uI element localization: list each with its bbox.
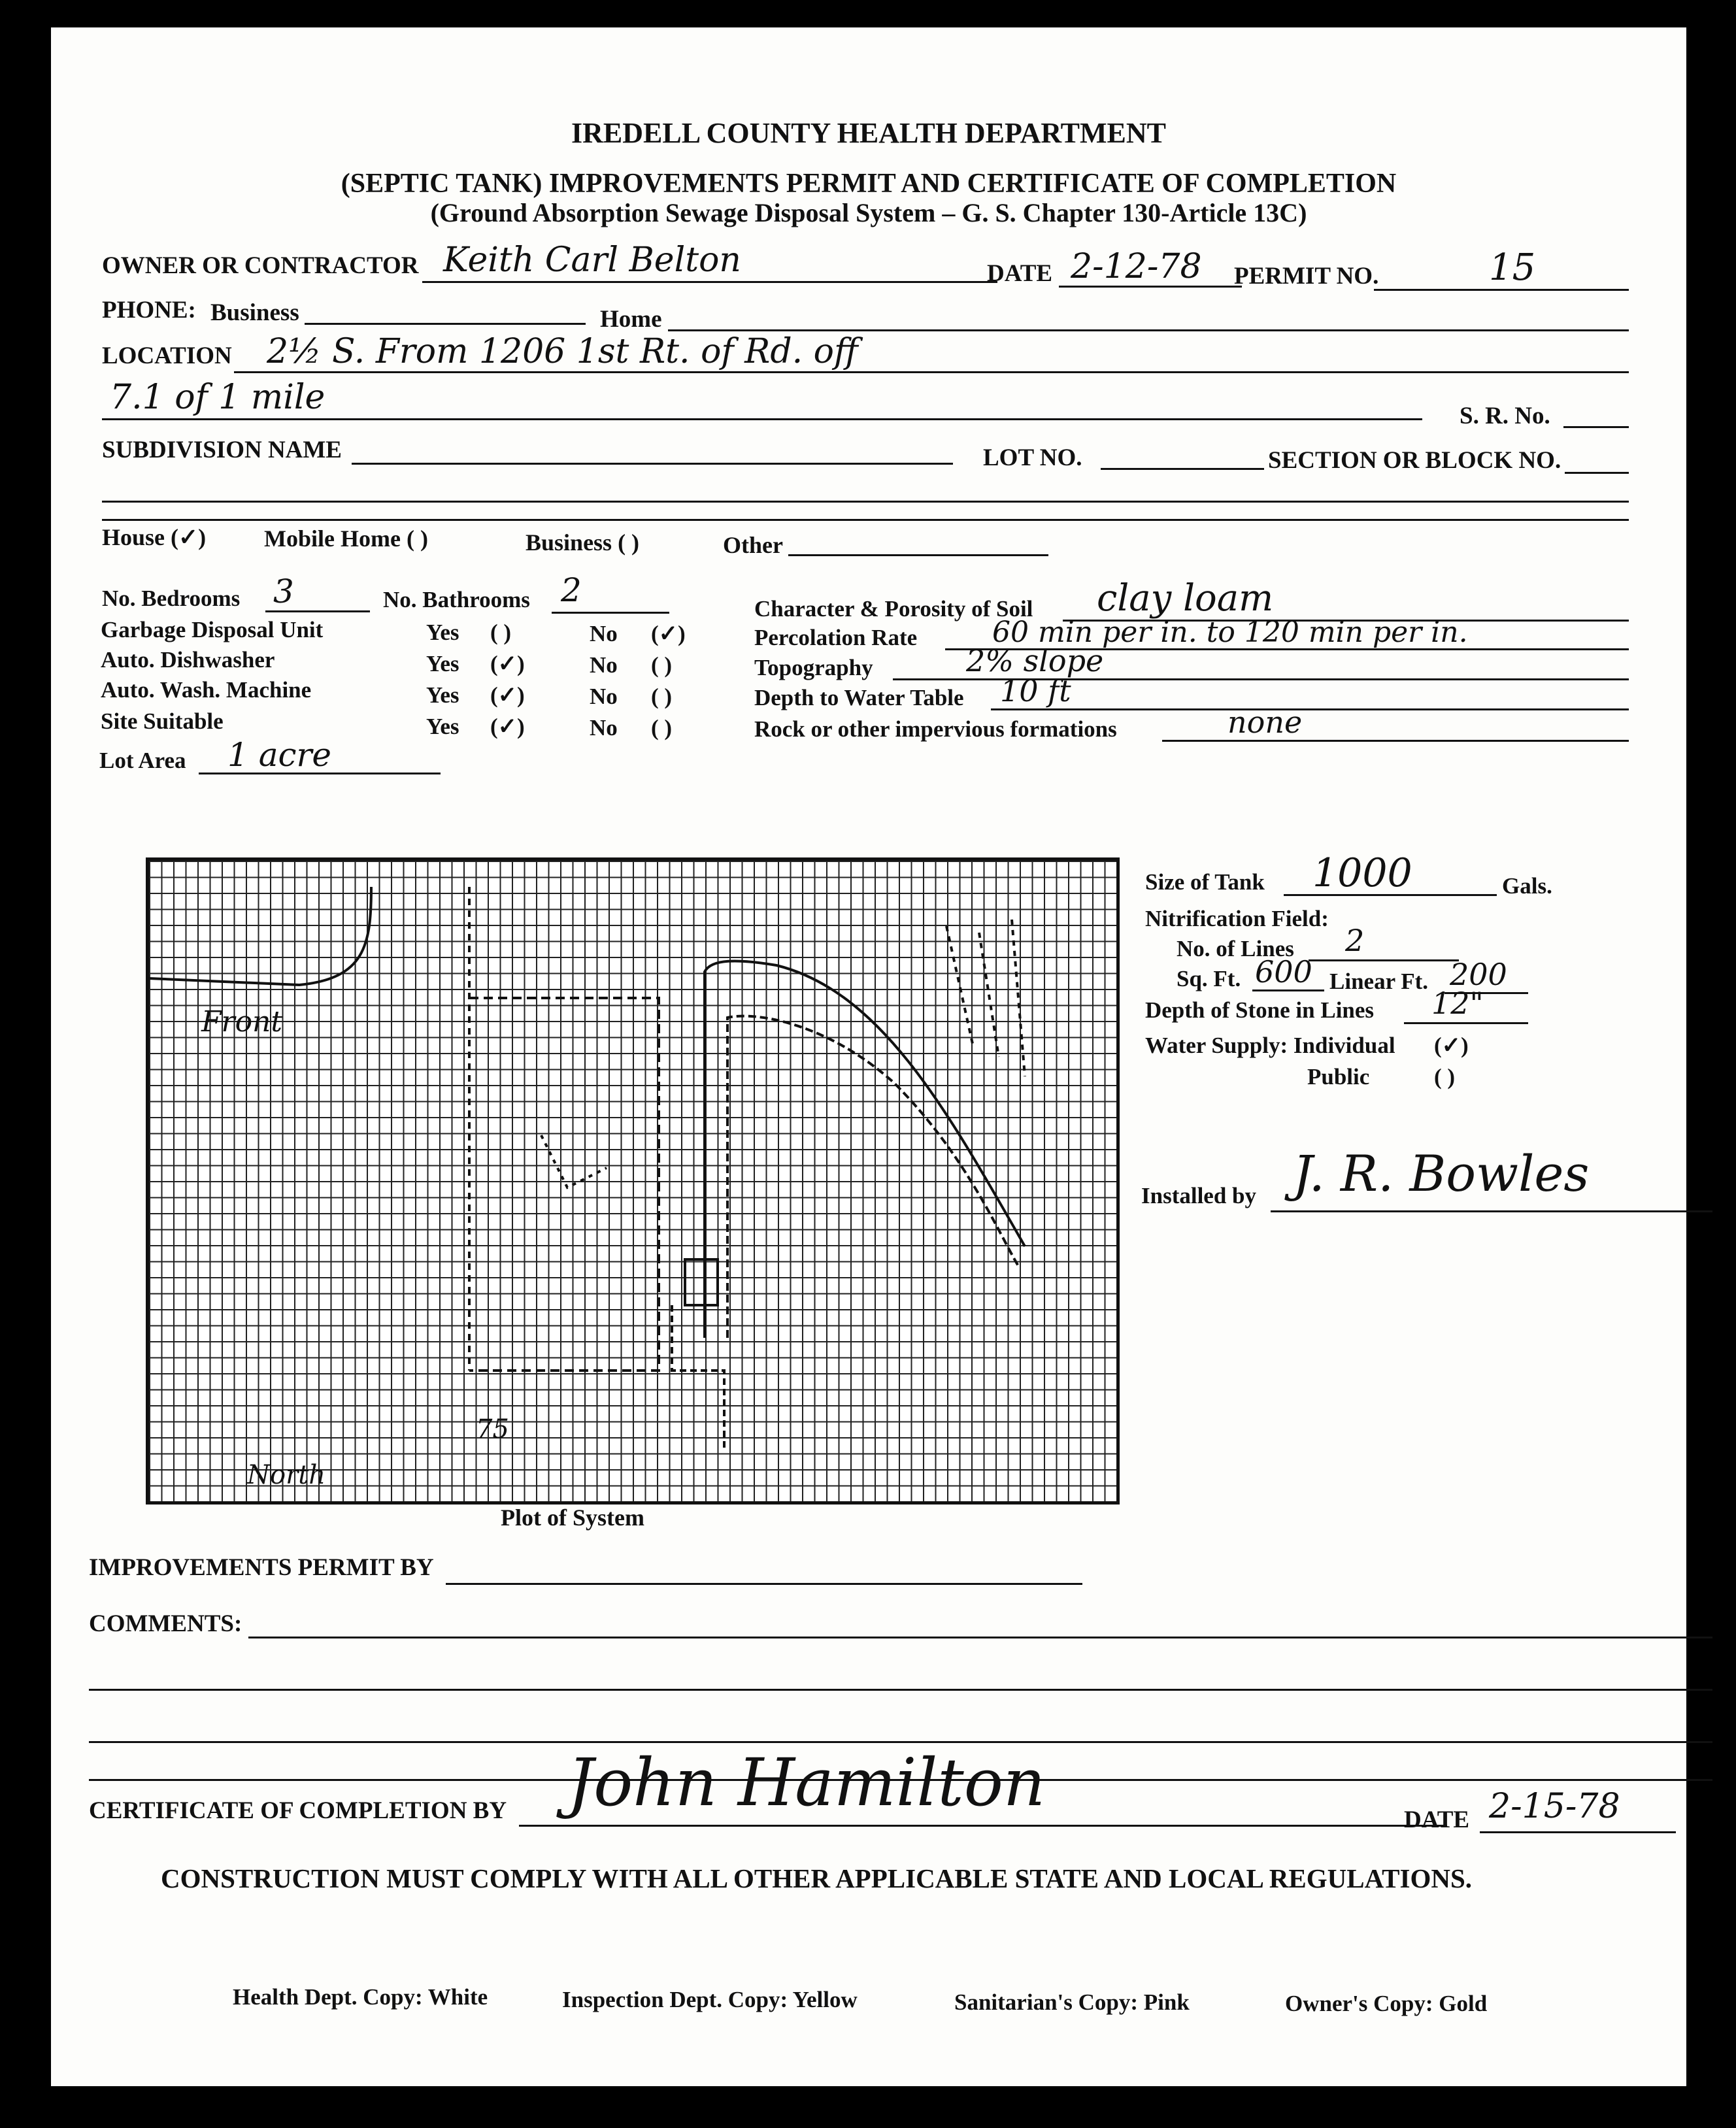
plot-note-75: 75 — [476, 1414, 509, 1444]
form-title: (SEPTIC TANK) IMPROVEMENTS PERMIT AND CERTIFICATE OF COMPLETION — [341, 169, 1397, 199]
other-line — [788, 554, 1048, 556]
public-mark: ( ) — [1434, 1064, 1456, 1089]
comments-label: COMMENTS: — [89, 1610, 242, 1637]
individual-mark: (✓) — [1434, 1033, 1469, 1058]
section-label: SECTION OR BLOCK NO. — [1268, 447, 1561, 474]
site-yes-mark: (✓) — [490, 714, 525, 739]
installed-label: Installed by — [1141, 1183, 1257, 1208]
business-phone-label: Business — [210, 299, 299, 326]
form-subtitle: (Ground Absorption Sewage Disposal System – G. S. Chapter 130-Article 13C) — [430, 198, 1307, 227]
copy-owner: Owner's Copy: Gold — [1285, 1991, 1488, 2016]
lines-label: No. of Lines — [1177, 936, 1294, 961]
comments-line-2 — [89, 1689, 1712, 1691]
rock-label: Rock or other impervious formations — [754, 716, 1117, 742]
garbage-label: Garbage Disposal Unit — [101, 617, 324, 642]
dishwasher-label: Auto. Dishwasher — [101, 647, 275, 673]
water-table-value: 10 ft — [1000, 673, 1071, 708]
permit-label: PERMIT NO. — [1234, 263, 1379, 290]
bedrooms-line — [265, 610, 370, 612]
dishwasher-yes: Yes — [426, 651, 459, 676]
gals-label: Gals. — [1502, 873, 1552, 899]
divider-1 — [102, 501, 1629, 503]
garbage-yes: Yes — [426, 620, 459, 645]
plot-note-front: Front — [201, 1005, 283, 1039]
lot-area-value: 1 acre — [227, 736, 332, 774]
regulations-notice: CONSTRUCTION MUST COMPLY WITH ALL OTHER APPLICABLE STATE AND LOCAL REGULATIONS. — [161, 1863, 1473, 1893]
plot-grid — [146, 857, 1120, 1505]
water-supply-label: Water Supply: Individual — [1145, 1033, 1395, 1058]
lines-line — [1309, 959, 1459, 961]
percolation-value: 60 min per in. to 120 min per in. — [992, 616, 1468, 649]
plot-sketch — [149, 861, 1116, 1501]
certificate-line — [519, 1825, 1447, 1827]
date-label: DATE — [987, 260, 1053, 287]
sqft-line — [1252, 989, 1324, 991]
dishwasher-no: No — [590, 652, 618, 678]
location-value-1: 2½ S. From 1206 1st Rt. of Rd. off — [267, 332, 858, 371]
lines-value: 2 — [1345, 923, 1365, 958]
copy-inspection: Inspection Dept. Copy: Yellow — [562, 1987, 858, 2012]
home-phone-label: Home — [600, 306, 662, 333]
water-table-label: Depth to Water Table — [754, 685, 964, 710]
subdivision-line — [352, 463, 953, 465]
public-label: Public — [1307, 1064, 1370, 1089]
rock-value: none — [1227, 705, 1303, 740]
business-option: Business ( ) — [526, 529, 640, 556]
topography-value: 2% slope — [966, 643, 1104, 678]
location-label: LOCATION — [102, 342, 232, 369]
linear-value: 200 — [1450, 957, 1507, 992]
washmachine-no-mark: ( ) — [651, 684, 673, 709]
sr-label: S. R. No. — [1460, 403, 1550, 429]
site-no: No — [590, 715, 618, 740]
bedrooms-value: 3 — [273, 573, 294, 610]
copy-health: Health Dept. Copy: White — [233, 1984, 488, 2010]
linear-label: Linear Ft. — [1329, 969, 1429, 994]
washmachine-no: No — [590, 684, 618, 709]
home-phone-line — [668, 329, 1629, 331]
site-no-mark: ( ) — [651, 715, 673, 740]
divider-2 — [102, 519, 1629, 521]
other-option: Other — [723, 532, 783, 558]
tank-size-value: 1000 — [1312, 850, 1412, 896]
garbage-yes-mark: ( ) — [490, 620, 512, 645]
copy-sanitarian: Sanitarian's Copy: Pink — [954, 1989, 1190, 2015]
percolation-label: Percolation Rate — [754, 625, 918, 650]
subdivision-label: SUBDIVISION NAME — [102, 437, 342, 463]
house-option: House (✓) — [102, 524, 207, 550]
stone-line — [1404, 1022, 1528, 1024]
comments-line-1 — [248, 1637, 1712, 1638]
installed-value: J. R. Bowles — [1293, 1144, 1590, 1203]
certificate-label: CERTIFICATE OF COMPLETION BY — [89, 1797, 507, 1824]
installed-line — [1271, 1210, 1712, 1212]
bathrooms-line — [552, 612, 669, 614]
lot-area-label: Lot Area — [99, 748, 186, 773]
stone-label: Depth of Stone in Lines — [1145, 997, 1375, 1023]
dishwasher-yes-mark: (✓) — [490, 651, 525, 676]
sqft-label: Sq. Ft. — [1177, 966, 1241, 991]
soil-character-label: Character & Porosity of Soil — [754, 596, 1033, 622]
completion-date-label: DATE — [1404, 1806, 1470, 1833]
topography-label: Topography — [754, 655, 873, 680]
dishwasher-no-mark: ( ) — [651, 652, 673, 678]
improvements-permit-label: IMPROVEMENTS PERMIT BY — [89, 1554, 434, 1581]
site-yes: Yes — [426, 714, 459, 739]
washmachine-yes-mark: (✓) — [490, 682, 525, 708]
location-value-2: 7.1 of 1 mile — [110, 378, 326, 417]
comments-line-3 — [89, 1741, 1712, 1743]
owner-line — [422, 281, 997, 283]
location-line-2 — [102, 418, 1422, 420]
tank-size-label: Size of Tank — [1145, 869, 1265, 895]
stone-value: 12" — [1431, 986, 1484, 1021]
certificate-signature: John Hamilton — [567, 1744, 1046, 1821]
phone-label: PHONE: — [102, 297, 196, 324]
department-title: IREDELL COUNTY HEALTH DEPARTMENT — [571, 117, 1166, 149]
date-value: 2-12-78 — [1071, 247, 1202, 286]
permit-form — [51, 27, 1686, 2086]
rock-line — [1162, 740, 1629, 742]
location-line-1 — [234, 371, 1629, 373]
lot-label: LOT NO. — [983, 444, 1082, 471]
garbage-no: No — [590, 621, 618, 646]
water-table-line — [991, 708, 1629, 710]
improvements-permit-line — [446, 1583, 1082, 1585]
washmachine-label: Auto. Wash. Machine — [101, 677, 312, 703]
plot-caption: Plot of System — [501, 1505, 644, 1531]
permit-line — [1374, 289, 1629, 291]
plot-note-north: North — [247, 1460, 326, 1490]
nitrification-label: Nitrification Field: — [1145, 906, 1329, 931]
sr-line — [1563, 426, 1629, 428]
soil-character-value: clay loam — [1097, 577, 1274, 620]
mobile-home-option: Mobile Home ( ) — [264, 525, 428, 552]
completion-date-line — [1480, 1831, 1676, 1833]
owner-label: OWNER OR CONTRACTOR — [102, 252, 419, 279]
garbage-no-mark: (✓) — [651, 621, 686, 646]
permit-value: 15 — [1489, 246, 1536, 289]
washmachine-yes: Yes — [426, 682, 459, 708]
bathrooms-label: No. Bathrooms — [383, 587, 530, 612]
business-phone-line — [305, 323, 586, 325]
lot-line — [1101, 468, 1264, 470]
sqft-value: 600 — [1255, 954, 1312, 989]
section-line — [1565, 472, 1629, 474]
owner-value: Keith Carl Belton — [443, 241, 741, 280]
completion-date-value: 2-15-78 — [1489, 1787, 1620, 1826]
bathrooms-value: 2 — [561, 571, 582, 609]
site-label: Site Suitable — [101, 708, 224, 734]
bedrooms-label: No. Bedrooms — [102, 586, 241, 611]
